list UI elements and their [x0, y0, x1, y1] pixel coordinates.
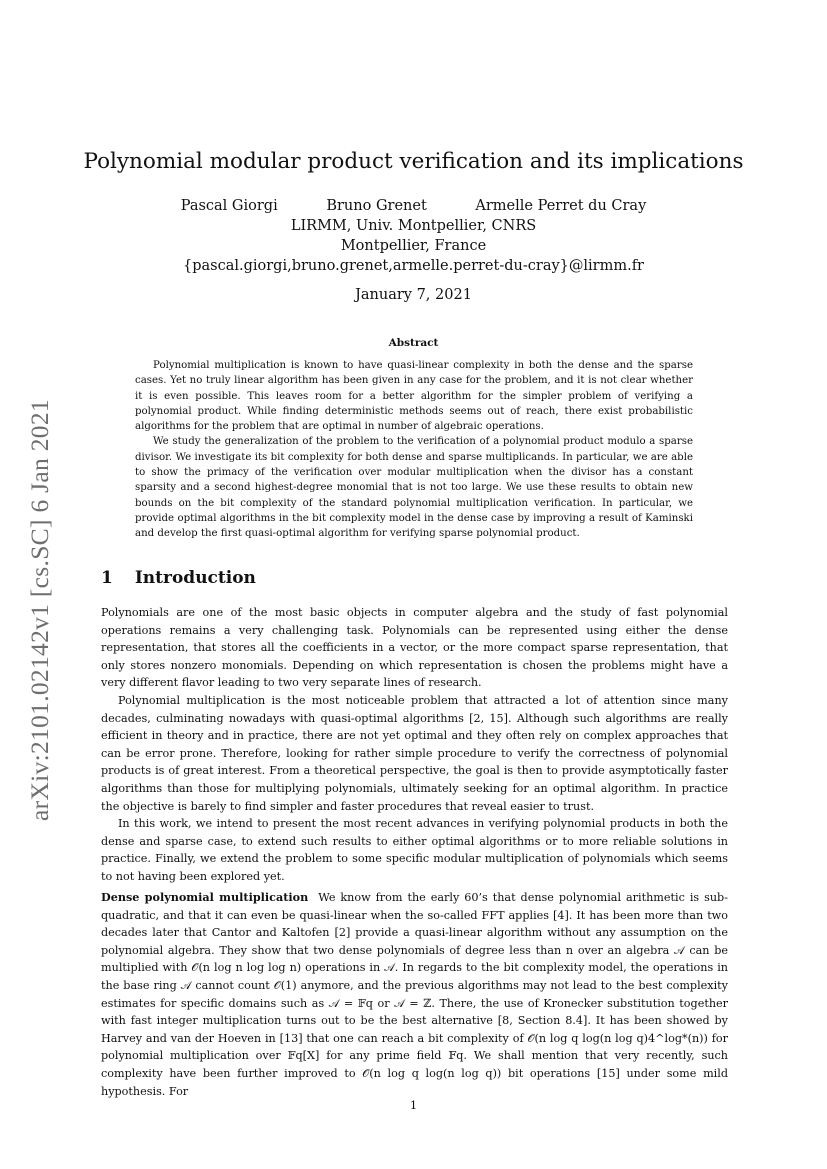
paragraph-run-in-heading: Dense polynomial multiplication [101, 890, 309, 904]
abstract-heading: Abstract [388, 337, 439, 349]
dense-multiplication-paragraph [101, 889, 728, 1100]
author-name: Bruno Grenet [326, 198, 427, 214]
section-number: 1 [101, 568, 113, 588]
arxiv-identifier-stamp [20, 380, 60, 840]
body-paragraph: Polynomial multiplication is the most noticeable problem that attracted a lot of attention since many decades, culminating nowadays with quasi-optimal algorithms [2, 15]. Although such algorithms are really efficient in theory and in practice, there are not yet optimal and they often rely on complex approaches that can be error prone. Therefore, looking for rather simple procedure to verify the correctness of polynomial products is of great interest. From a theoretical perspective, the goal is then to provide asymptotically faster algorithms than those for multiplying polynomials, ultimately seeking for an optimal algorithm. In practice the objective is barely to find simpler and faster procedures that reveal easier to trust. [101, 693, 728, 813]
section-title: Introduction [134, 568, 256, 588]
abstract-body [135, 358, 693, 542]
paper-date: January 7, 2021 [355, 287, 472, 303]
author-name: Armelle Perret du Cray [475, 198, 647, 214]
paper-title: Polynomial modular product verification and its implications [83, 149, 744, 174]
body-paragraph: Polynomials are one of the most basic objects in computer algebra and the study of fast polynomial operations remains a very challenging task. Polynomials can be represented using either the dense representation, that stores all the coefficients in a vector, or the more compact sparse representation, that only stores nonzero monomials. Depending on which representation is chosen the problems might have a very different flavor leading to two very separate lines of research. [101, 606, 728, 690]
dense-paragraph-text [101, 889, 728, 1100]
page-number: 1 [409, 1098, 418, 1112]
author-block [0, 196, 827, 276]
body-paragraph: In this work, we intend to present the most recent advances in verifying polynomial products in both the dense and sparse case, to extend such results to either optimal algorithms or to more reliable solutions in practice. Finally, we extend the problem to some specific modular multiplication of polynomials which seems to not having been explored yet. [101, 817, 728, 883]
introduction-body [101, 604, 728, 886]
abstract-paragraph: Polynomial multiplication is known to have quasi-linear complexity in both the dense and the sparse cases. Yet no truly linear algorithm has been given in any case for the problem, and it is not clear whether it is even possible. This leaves room for a better algorithm for the simpler problem of verifying a polynomial product. While finding deterministic methods seems out of reach, there exist probabilistic algorithms for the problem that are optimal in number of algebraic operations. [135, 360, 693, 433]
paragraph-body: We know from the early 60’s that dense polynomial arithmetic is sub-quadratic, and that it can even be quasi-linear when the so-called FFT applies [4]. It has been more than two decades later that Cantor and Kaltofen [2] provide a quasi-linear algorithm without any assumption on the polynomial algebra. They show that two dense polynomials of degree less than n over an algebra 𝒜 can be multiplied with 𝒪(n log n log log n) operations in 𝒜. In regards to the bit complexity model, the operations in the base ring 𝒜 cannot count 𝒪(1) anymore, and the previous algorithms may not lead to the best complexity estimates for specific domains such as 𝒜 = 𝔽q or 𝒜 = ℤ. There, the use of Kronecker substitution together with fast integer multiplication turns out to be the best alternative [8, Section 8.4]. It has been showed by Harvey and van der Hoeven in [13] that one can reach a bit complexity of 𝒪(n log q log(n log q)4^log*(n)) for polynomial multiplication over 𝔽q[X] for any prime field 𝔽q. We shall mention that very recently, such complexity have been further improved to 𝒪(n log q log(n log q)) bit operations [15] under some mild hypothesis. For [101, 891, 728, 1098]
abstract-paragraph: We study the generalization of the problem to the verification of a polynomial product modulo a sparse divisor. We investigate its bit complexity for both dense and sparse multiplicands. In particular, we are able to show the primacy of the verification over modular multiplication when the divisor has a constant sparsity and a second highest-degree monomial that is not too large. We use these results to obtain new bounds on the bit complexity of the standard polynomial multiplication verification. In particular, we provide optimal algorithms in the bit complexity model in the dense case by improving a result of Kaminski and develop the first quasi-optimal algorithm for verifying sparse polynomial product. [135, 436, 693, 540]
arxiv-identifier-text: arXiv:2101.02142v1 [cs.SC] 6 Jan 2021 [25, 399, 54, 821]
section-heading-introduction [101, 568, 256, 588]
author-affiliation: LIRMM, Univ. Montpellier, CNRS [290, 218, 537, 234]
author-emails: {pascal.giorgi,bruno.grenet,armelle.perret-du-cray}@lirmm.fr [183, 258, 644, 274]
author-names [0, 196, 827, 216]
author-name: Pascal Giorgi [180, 198, 278, 214]
author-location: Montpellier, France [340, 238, 487, 254]
